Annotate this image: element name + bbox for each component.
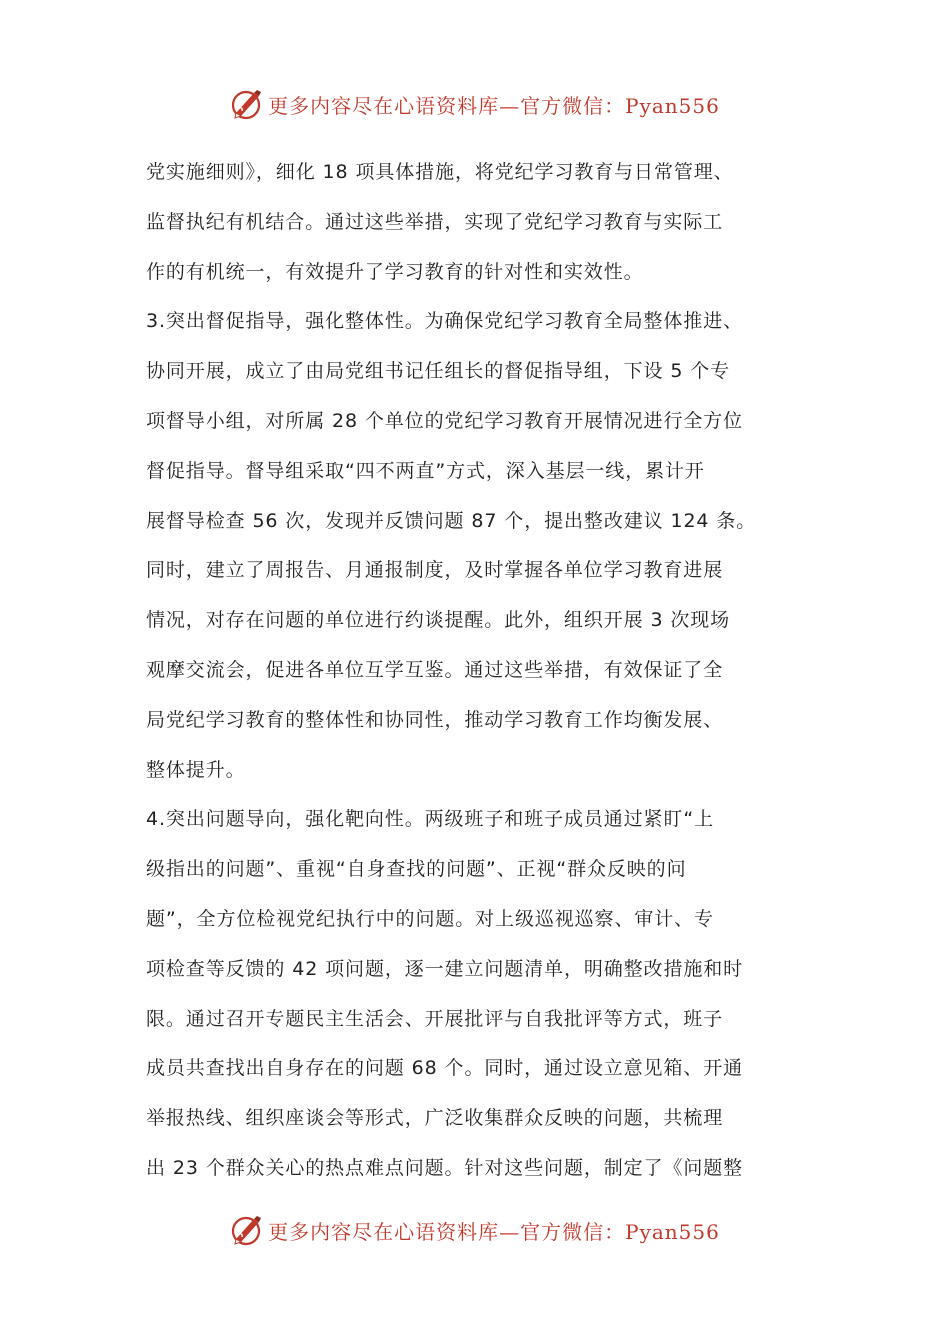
watermark-banner-top <box>0 84 950 124</box>
pen-logo-icon <box>230 87 264 121</box>
text-line: 局党纪学习教育的整体性和协同性，推动学习教育工作均衡发展、 <box>146 708 724 731</box>
text-line: 限。通过召开专题民主生活会、开展批评与自我批评等方式，班子 <box>146 1007 724 1030</box>
text-line: 整体提升。 <box>146 758 246 781</box>
text-line: 出 23 个群众关心的热点难点问题。针对这些问题，制定了《问题整 <box>146 1156 744 1179</box>
text-line: 展督导检查 56 次，发现并反馈问题 87 个，提出整改建议 124 条。 <box>146 509 757 532</box>
text-line: 同时，建立了周报告、月通报制度，及时掌握各单位学习教育进展 <box>146 559 724 582</box>
text-line: 举报热线、组织座谈会等形式，广泛收集群众反映的问题，共梳理 <box>146 1107 724 1130</box>
text-line: 项督导小组，对所属 28 个单位的党纪学习教育开展情况进行全方位 <box>146 409 744 432</box>
text-line: 监督执纪有机结合。通过这些举措，实现了党纪学习教育与实际工 <box>146 210 724 233</box>
text-line: 情况，对存在问题的单位进行约谈提醒。此外，组织开展 3 次现场 <box>146 609 731 632</box>
pen-logo-icon <box>230 1213 264 1247</box>
text-line: 成员共查找出自身存在的问题 68 个。同时，通过设立意见箱、开通 <box>146 1057 744 1080</box>
section-heading-line: 3.突出督促指导，强化整体性。为确保党纪学习教育全局整体推进、 <box>146 310 744 333</box>
text-line: 协同开展，成立了由局党组书记任组长的督促指导组，下设 5 个专 <box>146 360 731 383</box>
text-line: 督促指导。督导组采取“四不两直”方式，深入基层一线，累计开 <box>146 459 705 482</box>
text-line: 级指出的问题”、重视“自身查找的问题”、正视“群众反映的问 <box>146 858 687 881</box>
watermark-text: 更多内容尽在心语资料库—官方微信：Pyan556 <box>268 93 720 118</box>
watermark-text: 更多内容尽在心语资料库—官方微信：Pyan556 <box>268 1219 720 1244</box>
text-line: 观摩交流会，促进各单位互学互鉴。通过这些举措，有效保证了全 <box>146 658 724 681</box>
text-line: 项检查等反馈的 42 项问题，逐一建立问题清单，明确整改措施和时 <box>146 957 744 980</box>
document-body <box>146 148 810 1194</box>
watermark-banner-bottom <box>0 1210 950 1250</box>
section-heading-line: 4.突出问题导向，强化靶向性。两级班子和班子成员通过紧盯“上 <box>146 808 714 831</box>
text-line: 党实施细则》，细化 18 项具体措施，将党纪学习教育与日常管理、 <box>146 161 734 183</box>
text-line: 作的有机统一，有效提升了学习教育的针对性和实效性。 <box>146 260 644 283</box>
text-line: 题”，全方位检视党纪执行中的问题。对上级巡视巡察、审计、专 <box>146 907 714 930</box>
